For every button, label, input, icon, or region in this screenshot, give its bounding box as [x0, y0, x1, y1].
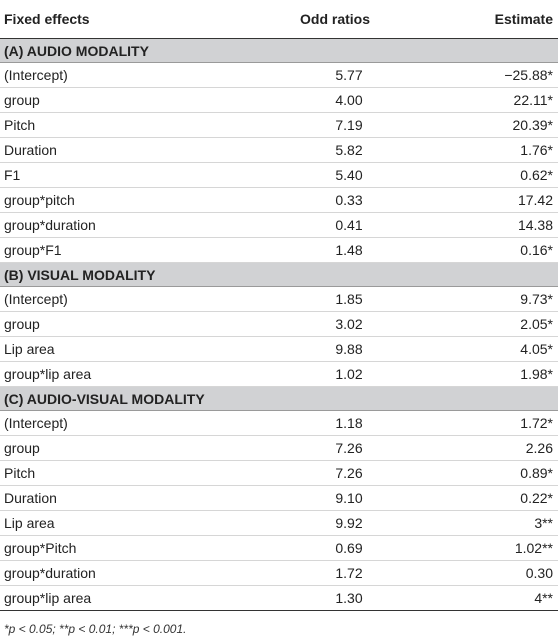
- odd-ratio-cell: 1.48: [290, 238, 408, 263]
- odd-ratio-cell: 9.92: [290, 511, 408, 536]
- effect-name-cell: Duration: [0, 138, 290, 163]
- estimate-cell: 17.42: [408, 188, 558, 213]
- odd-ratio-cell: 5.40: [290, 163, 408, 188]
- effect-name-cell: (Intercept): [0, 63, 290, 88]
- odd-ratio-cell: 1.02: [290, 362, 408, 387]
- odd-ratio-cell: 1.18: [290, 411, 408, 436]
- table-row: [0, 88, 558, 113]
- table-row: [0, 138, 558, 163]
- table-header: [0, 0, 558, 39]
- estimate-cell: 1.76*: [408, 138, 558, 163]
- estimate-cell: 20.39*: [408, 113, 558, 138]
- odd-ratio-cell: 1.72: [290, 561, 408, 586]
- table-row: [0, 163, 558, 188]
- estimate-cell: 0.16*: [408, 238, 558, 263]
- effect-name-cell: group*pitch: [0, 188, 290, 213]
- odd-ratio-cell: 5.82: [290, 138, 408, 163]
- header-fixed-effects: Fixed effects: [0, 0, 290, 39]
- odd-ratio-cell: 3.02: [290, 312, 408, 337]
- estimate-cell: 2.05*: [408, 312, 558, 337]
- table-row: [0, 63, 558, 88]
- effect-name-cell: Pitch: [0, 461, 290, 486]
- effect-name-cell: Lip area: [0, 511, 290, 536]
- estimate-cell: 9.73*: [408, 287, 558, 312]
- table-row: [0, 287, 558, 312]
- table-row: [0, 536, 558, 561]
- table-row: [0, 337, 558, 362]
- estimate-cell: 14.38: [408, 213, 558, 238]
- odd-ratio-cell: 7.26: [290, 461, 408, 486]
- section-header-row: [0, 39, 558, 63]
- significance-footnote: *p < 0.05; **p < 0.01; ***p < 0.001.: [4, 622, 187, 636]
- effect-name-cell: group: [0, 436, 290, 461]
- table-row: [0, 113, 558, 138]
- estimate-cell: 22.11*: [408, 88, 558, 113]
- effect-name-cell: Pitch: [0, 113, 290, 138]
- effect-name-cell: group: [0, 312, 290, 337]
- effect-name-cell: group: [0, 88, 290, 113]
- estimate-cell: 1.72*: [408, 411, 558, 436]
- odd-ratio-cell: 9.10: [290, 486, 408, 511]
- table-row: [0, 411, 558, 436]
- section-title: (C) AUDIO-VISUAL MODALITY: [0, 387, 558, 411]
- estimate-cell: −25.88*: [408, 63, 558, 88]
- estimate-cell: 4**: [408, 586, 558, 611]
- effect-name-cell: (Intercept): [0, 411, 290, 436]
- table-row: [0, 486, 558, 511]
- estimate-cell: 1.98*: [408, 362, 558, 387]
- odd-ratio-cell: 9.88: [290, 337, 408, 362]
- estimate-cell: 4.05*: [408, 337, 558, 362]
- table-row: [0, 461, 558, 486]
- odd-ratio-cell: 1.30: [290, 586, 408, 611]
- table-row: [0, 436, 558, 461]
- effect-name-cell: group*lip area: [0, 362, 290, 387]
- section-header-row: [0, 263, 558, 287]
- section-header-row: [0, 387, 558, 411]
- odd-ratio-cell: 4.00: [290, 88, 408, 113]
- estimate-cell: 2.26: [408, 436, 558, 461]
- odd-ratio-cell: 5.77: [290, 63, 408, 88]
- effect-name-cell: Lip area: [0, 337, 290, 362]
- effect-name-cell: group*F1: [0, 238, 290, 263]
- odd-ratio-cell: 7.19: [290, 113, 408, 138]
- estimate-cell: 0.89*: [408, 461, 558, 486]
- odd-ratio-cell: 7.26: [290, 436, 408, 461]
- table-row: [0, 312, 558, 337]
- header-odd-ratios: Odd ratios: [290, 0, 408, 39]
- effect-name-cell: group*duration: [0, 561, 290, 586]
- estimate-cell: 0.62*: [408, 163, 558, 188]
- table-row: [0, 213, 558, 238]
- effect-name-cell: (Intercept): [0, 287, 290, 312]
- odd-ratio-cell: 1.85: [290, 287, 408, 312]
- table-row: [0, 511, 558, 536]
- effect-name-cell: F1: [0, 163, 290, 188]
- estimate-cell: 0.30: [408, 561, 558, 586]
- effect-name-cell: group*lip area: [0, 586, 290, 611]
- table-row: [0, 238, 558, 263]
- effect-name-cell: group*Pitch: [0, 536, 290, 561]
- table-row: [0, 586, 558, 611]
- effect-name-cell: group*duration: [0, 213, 290, 238]
- table-row: [0, 188, 558, 213]
- section-title: (B) VISUAL MODALITY: [0, 263, 558, 287]
- table-row: [0, 561, 558, 586]
- estimate-cell: 1.02**: [408, 536, 558, 561]
- header-estimate: Estimate: [408, 0, 558, 39]
- odd-ratio-cell: 0.33: [290, 188, 408, 213]
- estimate-cell: 0.22*: [408, 486, 558, 511]
- effect-name-cell: Duration: [0, 486, 290, 511]
- odd-ratio-cell: 0.69: [290, 536, 408, 561]
- section-title: (A) AUDIO MODALITY: [0, 39, 558, 63]
- table-row: [0, 362, 558, 387]
- table-body: [0, 39, 558, 611]
- estimate-cell: 3**: [408, 511, 558, 536]
- odd-ratio-cell: 0.41: [290, 213, 408, 238]
